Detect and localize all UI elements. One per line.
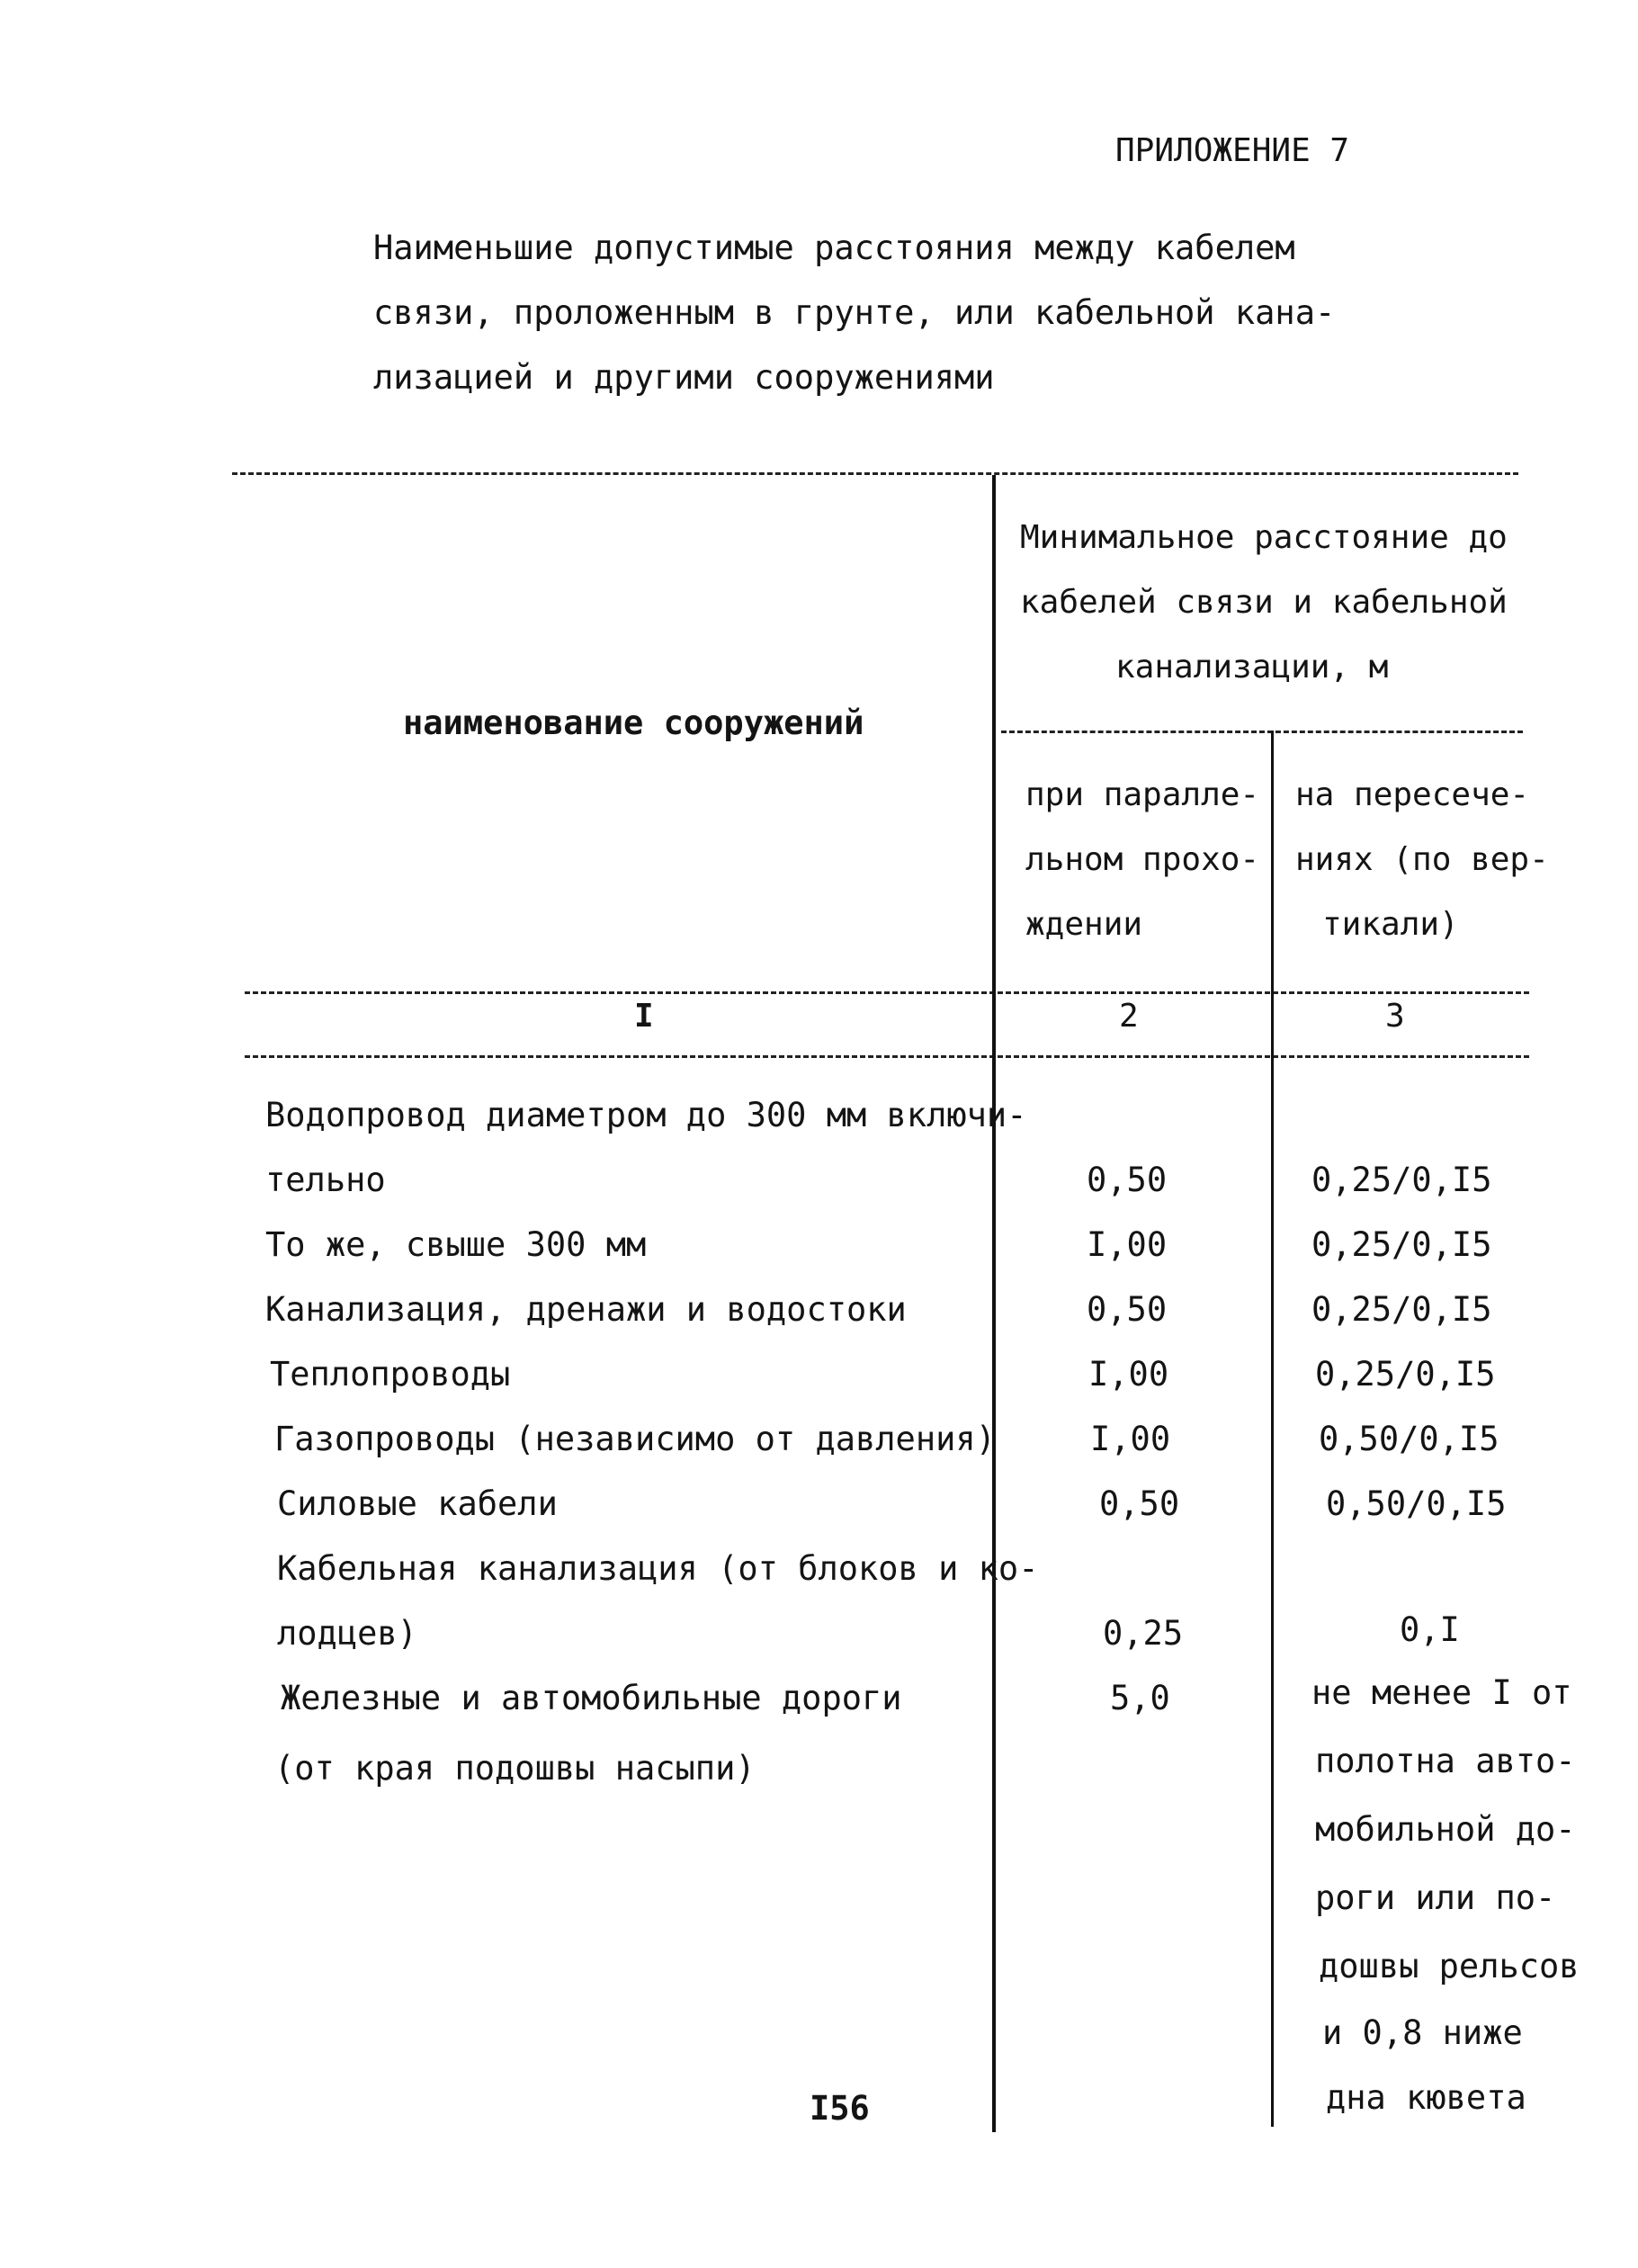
row-parallel-value: 0,50 bbox=[1099, 1484, 1180, 1523]
column-divider-2 bbox=[1271, 731, 1274, 2127]
row-crossing-line: полотна авто- bbox=[1315, 1742, 1576, 1780]
group-header-line: кабелей связи и кабельной bbox=[1020, 584, 1508, 621]
row-crossing-line: не менее I от bbox=[1311, 1673, 1572, 1712]
row-crossing-line: 0,I bbox=[1400, 1610, 1460, 1649]
row-parallel-value: 0,25 bbox=[1103, 1614, 1184, 1653]
row-name-line: Газопроводы (независимо от давления) bbox=[274, 1420, 996, 1458]
row-name-line: тельно bbox=[265, 1161, 386, 1199]
row-name-line: (от края подошвы насыпи) bbox=[274, 1749, 756, 1788]
row-parallel-value: 0,50 bbox=[1087, 1161, 1168, 1199]
table-top-rule bbox=[232, 472, 1518, 475]
title-line: связи, проложенным в грунте, или кабельной кана- bbox=[373, 293, 1336, 332]
col1-header: наименование сооружений bbox=[403, 704, 864, 742]
group-header-line: Минимальное расстояние до bbox=[1020, 519, 1508, 556]
appendix-label: ПРИЛОЖЕНИЕ 7 bbox=[1115, 132, 1350, 169]
row-name-line: Кабельная канализация (от блоков и ко- bbox=[277, 1549, 1039, 1588]
col1-number: I bbox=[634, 998, 654, 1035]
row-crossing-line: 0,50/0,I5 bbox=[1319, 1420, 1499, 1458]
page-number: I56 bbox=[810, 2089, 870, 2128]
row-name-line: Водопровод диаметром до 300 мм включи- bbox=[265, 1096, 1027, 1134]
row-parallel-value: 5,0 bbox=[1110, 1679, 1170, 1717]
row-crossing-line: и 0,8 ниже bbox=[1322, 2013, 1523, 2052]
header-bottom-rule bbox=[245, 991, 1529, 994]
numbers-bottom-rule bbox=[245, 1055, 1529, 1058]
header-group-rule bbox=[1001, 731, 1523, 733]
col2-header-line: при паралле- bbox=[1025, 776, 1260, 813]
row-crossing-line: дошвы рельсов bbox=[1319, 1947, 1580, 1986]
title-line: лизацией и другими сооружениями bbox=[373, 358, 995, 397]
row-crossing-line: 0,25/0,I5 bbox=[1311, 1225, 1492, 1264]
row-name-line: лодцев) bbox=[277, 1614, 417, 1653]
row-parallel-value: I,00 bbox=[1088, 1355, 1169, 1394]
col2-header-line: льном прохо- bbox=[1025, 841, 1260, 878]
row-parallel-value: I,00 bbox=[1090, 1420, 1171, 1458]
col2-header-line: ждении bbox=[1025, 906, 1143, 943]
row-name-line: Канализация, дренажи и водостоки bbox=[265, 1290, 907, 1329]
row-name-line: Силовые кабели bbox=[277, 1484, 558, 1523]
col3-header-line: на пересече- bbox=[1295, 776, 1530, 813]
title-line: Наименьшие допустимые расстояния между кабелем bbox=[373, 229, 1295, 267]
col3-header-line: ниях (по вер- bbox=[1295, 841, 1549, 878]
row-name-line: То же, свыше 300 мм bbox=[265, 1225, 647, 1264]
row-parallel-value: I,00 bbox=[1087, 1225, 1168, 1264]
row-crossing-line: мобильной до- bbox=[1315, 1810, 1576, 1849]
row-crossing-line: 0,50/0,I5 bbox=[1326, 1484, 1507, 1523]
column-divider-1 bbox=[992, 475, 996, 2132]
row-name-line: Теплопроводы bbox=[270, 1355, 511, 1394]
row-parallel-value: 0,50 bbox=[1087, 1290, 1168, 1329]
col3-header-line: тикали) bbox=[1322, 906, 1459, 943]
row-crossing-line: дна кювета bbox=[1326, 2078, 1526, 2117]
row-crossing-line: 0,25/0,I5 bbox=[1311, 1161, 1492, 1199]
row-crossing-line: роги или по- bbox=[1315, 1878, 1556, 1917]
col3-number: 3 bbox=[1385, 998, 1405, 1035]
col2-number: 2 bbox=[1119, 998, 1139, 1035]
row-crossing-line: 0,25/0,I5 bbox=[1311, 1290, 1492, 1329]
group-header-line: канализации, м bbox=[1115, 649, 1389, 686]
row-crossing-line: 0,25/0,I5 bbox=[1315, 1355, 1496, 1394]
row-name-line: Железные и автомобильные дороги bbox=[281, 1679, 902, 1717]
